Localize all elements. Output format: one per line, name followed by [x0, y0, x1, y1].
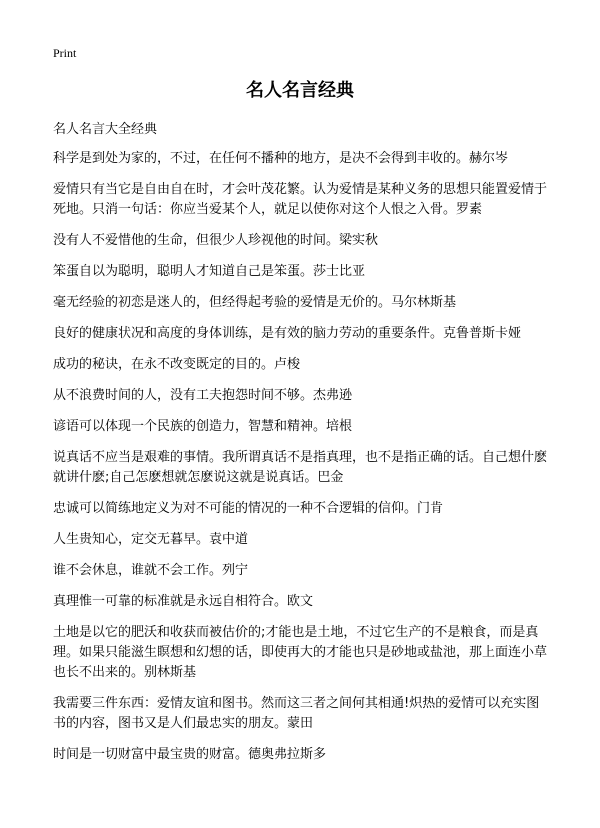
quote-item: 人生贵知心，定交无暮早。袁中道 — [53, 532, 249, 547]
quote-item: 科学是到处为家的，不过，在任何不播种的地方，是决不会得到丰收的。赫尔岑 — [53, 151, 509, 166]
quote-item: 没有人不爱惜他的生命，但很少人珍视他的时间。梁实秋 — [53, 233, 379, 248]
quote-list — [53, 149, 551, 776]
quote-item: 毫无经验的初恋是迷人的，但经得起考验的爱情是无价的。马尔林斯基 — [53, 295, 457, 310]
quote-item: 我需要三件东西：爱情友谊和图书。然而这三者之间何其相通!炽热的爱情可以充实图书的内容，图书又是人们最忠实的朋友。蒙田 — [53, 696, 540, 731]
quote-item: 谚语可以体现一个民族的创造力，智慧和精神。培根 — [53, 419, 353, 434]
page-title: 名人名言经典 — [246, 80, 354, 101]
quote-item: 良好的健康状况和高度的身体训练，是有效的脑力劳动的重要条件。克鲁普斯卡娅 — [53, 326, 522, 341]
print-link[interactable]: Print — [53, 46, 77, 60]
quote-item: 时间是一切财富中最宝贵的财富。德奥弗拉斯多 — [53, 747, 327, 762]
quote-item: 从不浪费时间的人，没有工夫抱怨时间不够。杰弗逊 — [53, 388, 353, 403]
quote-item: 爱情只有当它是自由自在时，才会叶茂花繁。认为爱情是某种义务的思想只能置爱情于死地。只消一句话：你应当爱某个人，就足以使你对这个人恨之入骨。罗素 — [53, 182, 548, 217]
quote-item: 土地是以它的肥沃和收获而被估价的;才能也是土地，不过它生产的不是粮食，而是真理。如果只能滋生瞑想和幻想的话，即使再大的才能也只是砂地或盐池，那上面连小草也长不出来的。别林斯基 — [53, 625, 548, 680]
quote-item: 说真话不应当是艰难的事情。我所谓真话不是指真理，也不是指正确的话。自己想什麽就讲什麽;自己怎麽想就怎麽说这就是说真话。巴金 — [53, 450, 548, 485]
quote-item: 忠诚可以简练地定义为对不可能的情况的一种不合逻辑的信仰。门肯 — [53, 501, 444, 516]
quote-item: 成功的秘诀，在永不改变既定的目的。卢梭 — [53, 357, 301, 372]
page-subtitle: 名人名言大全经典 — [53, 122, 158, 137]
quote-item: 真理惟一可靠的标准就是永远自相符合。欧文 — [53, 594, 314, 609]
quote-item: 谁不会休息，谁就不会工作。列宁 — [53, 563, 249, 578]
quote-item: 笨蛋自以为聪明，聪明人才知道自己是笨蛋。莎士比亚 — [53, 264, 366, 279]
